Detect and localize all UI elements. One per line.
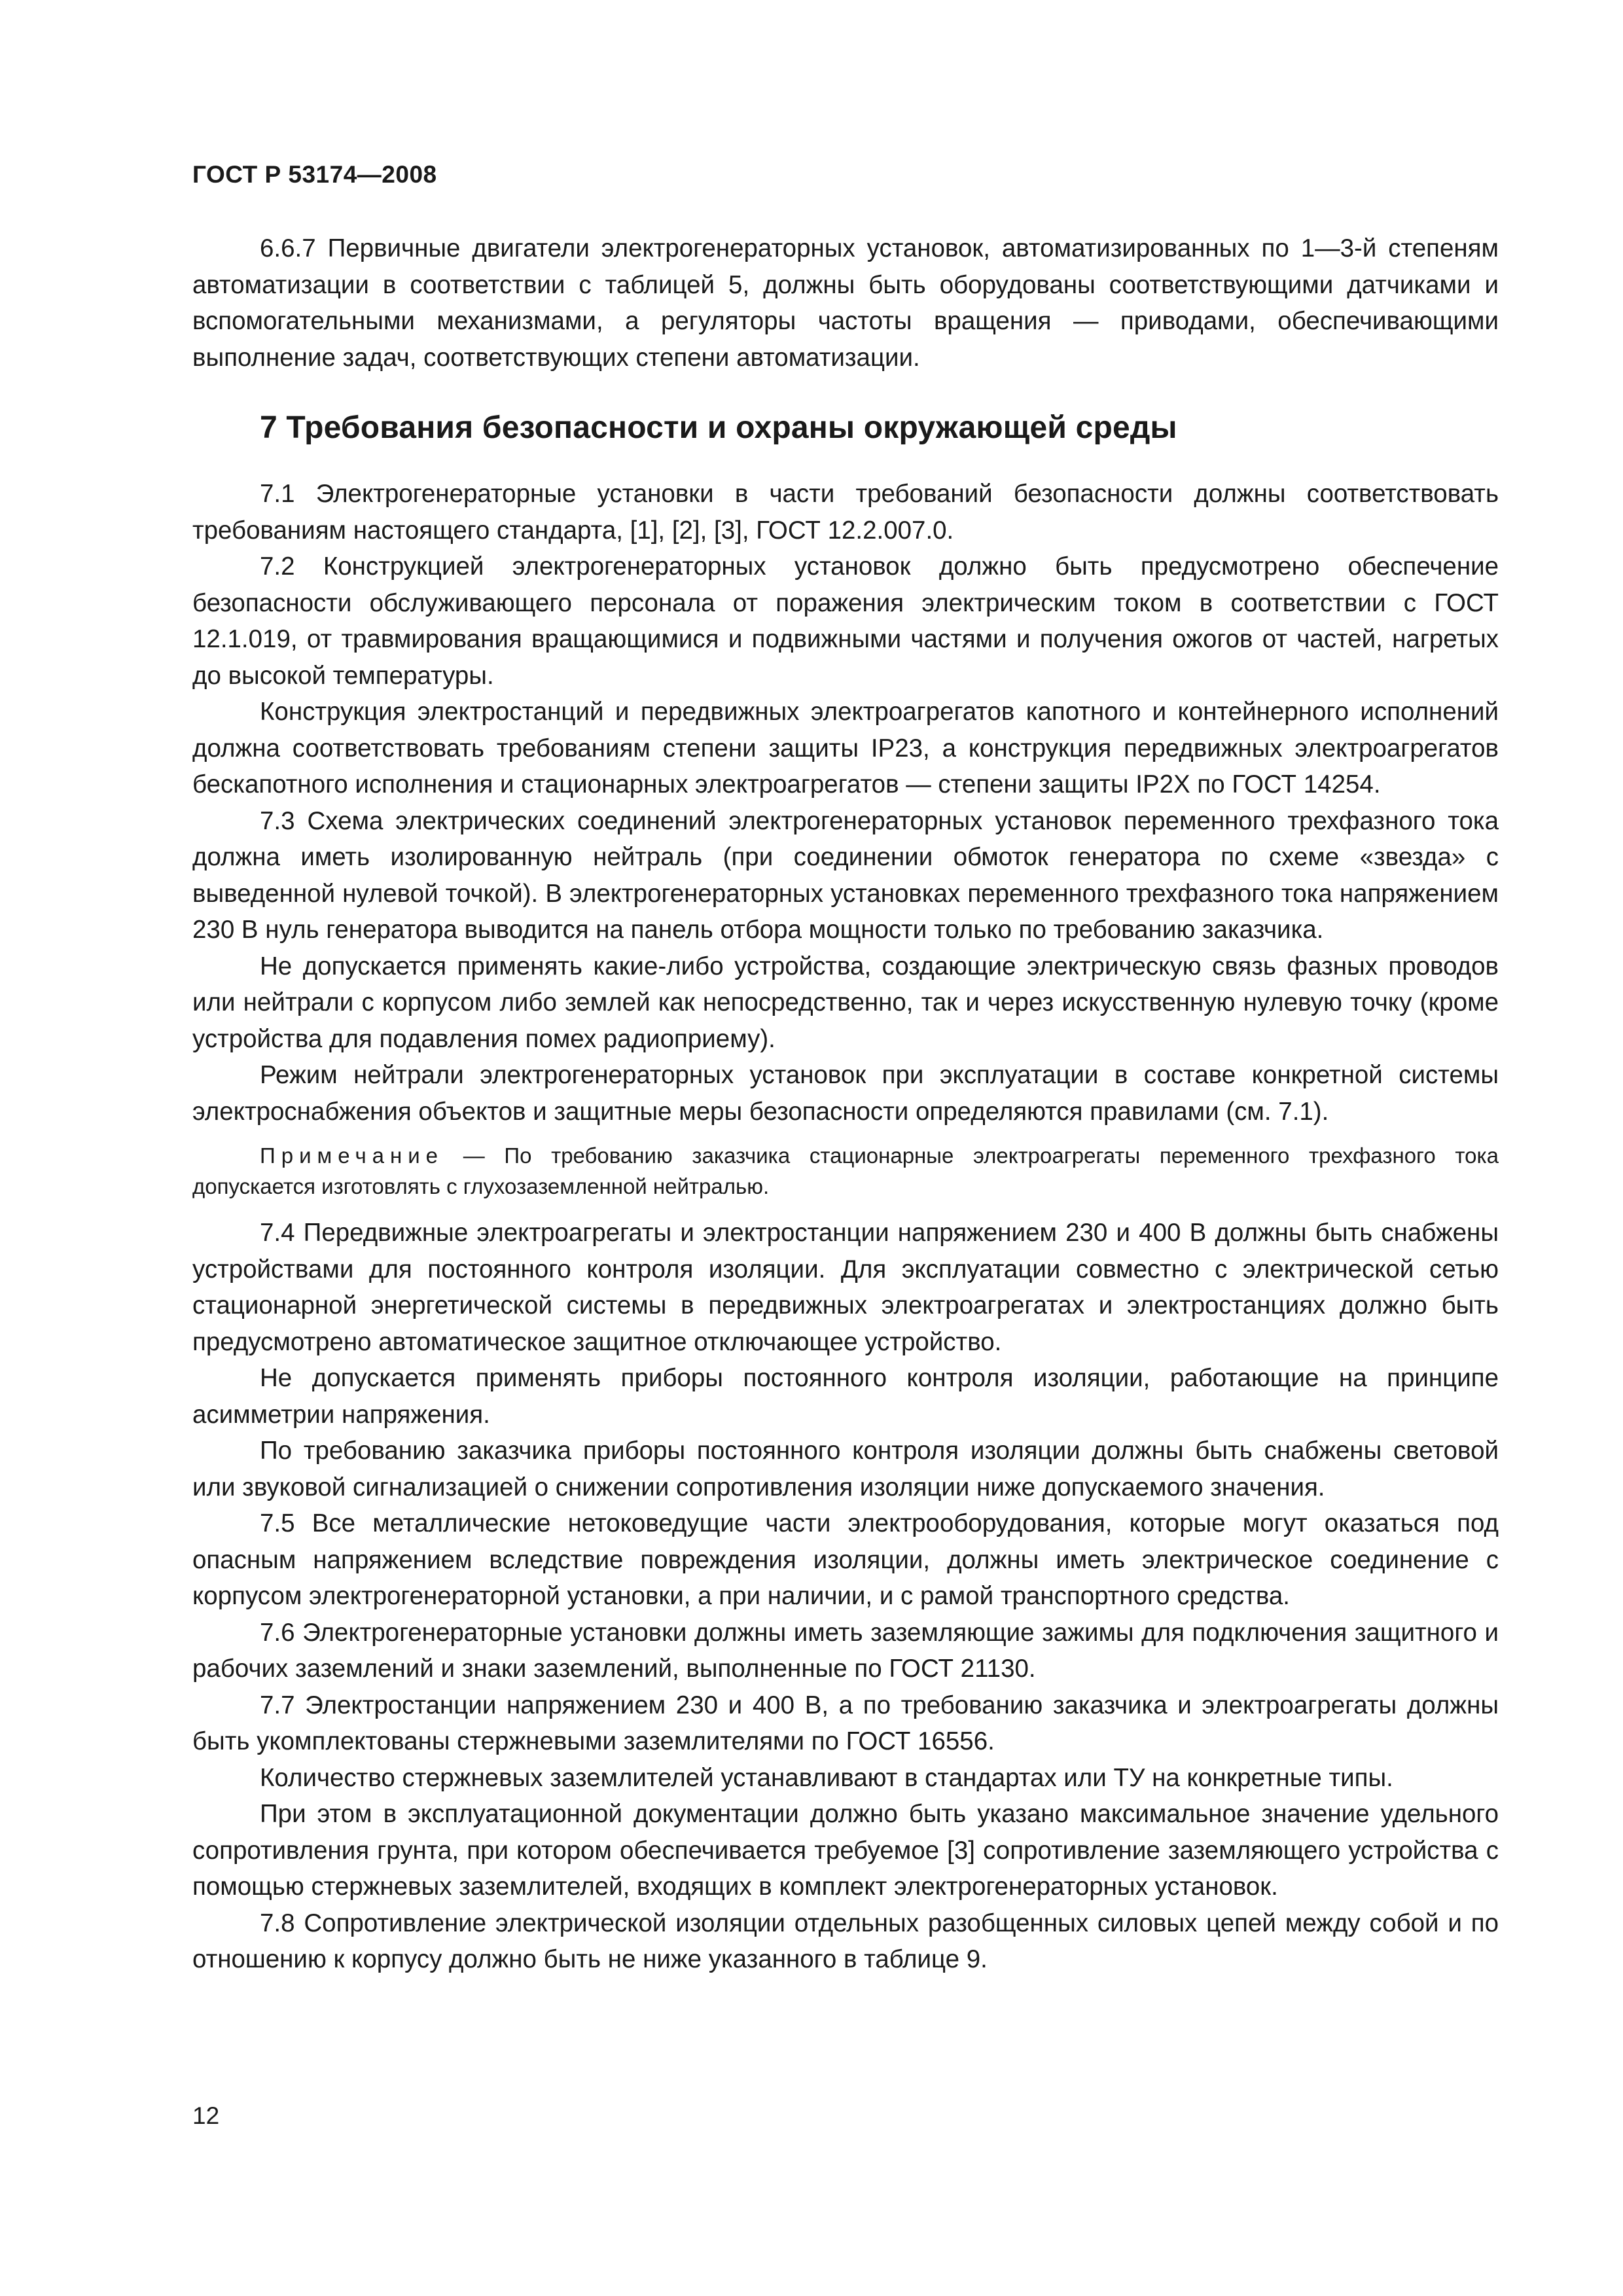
paragraph-7-4-asymmetry: Не допускается применять приборы постоянного контроля изоляции, работающие на принципе асимметрии напряжения. (192, 1364, 1499, 1429)
paragraph-7-7-documentation: При этом в эксплуатационной документации должно быть указано максимальное значение удельного сопротивления грунта, при котором обеспечивается требуемое [3] сопротивление заземляющего устройства с помощью стержневых заземлителей, входящих в комплект электрогенераторных установок. (192, 1800, 1499, 1901)
page-number: 12 (192, 2102, 220, 2129)
note-label: Примечание (260, 1143, 444, 1168)
paragraph-7-1: 7.1 Электрогенераторные установки в части требований безопасности должны соответствовать требованиям настоящего стандарта, [1], [2], [3], ГОСТ 12.2.007.0. (192, 480, 1499, 545)
section-title: 7 Требования безопасности и охраны окружающей среды (260, 410, 1177, 445)
paragraph-7-4-signaling: По требованию заказчика приборы постоянного контроля изоляции должны быть снабжены световой или звуковой сигнализацией о снижении сопротивления изоляции ниже допускаемого значения. (192, 1437, 1499, 1501)
paragraph-7-8: 7.8 Сопротивление электрической изоляции отдельных разобщенных силовых цепей между собой и по отношению к корпусу должно быть не ниже указанного в таблице 9. (192, 1909, 1499, 1973)
paragraph-7-7-count: Количество стержневых заземлителей устанавливают в стандартах или ТУ на конкретные типы. (260, 1763, 1393, 1792)
paragraph-7-2-design: Конструкция электростанций и передвижных электроагрегатов капотного и контейнерного исполнений должна соответствовать требованиям степени защиты IP23, а конструкция передвижных электроагрегатов бескапотного исполнения и стационарных электроагрегатов — степени защиты IP2X по ГОСТ 14254. (192, 698, 1499, 798)
document-body (192, 230, 1499, 1978)
note (192, 1140, 1499, 1202)
note-text: — По требованию заказчика стационарные электроагрегаты переменного трехфазного тока допускается изготовлять с глухозаземленной нейтралью. (192, 1143, 1499, 1198)
paragraph-7-2: 7.2 Конструкцией электрогенераторных установок должно быть предусмотрено обеспечение безопасности обслуживающего персонала от поражения электрическим током в соответствии с ГОСТ 12.1.019, от травмирования вращающимися и подвижными частями и получения ожогов от частей, нагретых до высокой температуры. (192, 552, 1499, 690)
paragraph-7-4: 7.4 Передвижные электроагрегаты и электростанции напряжением 230 и 400 В должны быть снабжены устройствами для постоянного контроля изоляции. Для эксплуатации совместно с электрической сетью стационарной энергетической системы в передвижных электроагрегатах и электростанциях должно быть предусмотрено автоматическое защитное отключающее устройство. (192, 1219, 1499, 1356)
document-header: ГОСТ Р 53174—2008 (192, 161, 437, 188)
paragraph-6-6-7: 6.6.7 Первичные двигатели электрогенераторных установок, автоматизированных по 1—3-й степеням автоматизации в соответствии с таблицей 5, должны быть оборудованы соответствующими датчиками и вспомогательными механизмами, а регуляторы частоты вращения — приводами, обеспечивающими выполнение задач, соответствующих степени автоматизации. (192, 234, 1499, 372)
paragraph-7-3-prohibition: Не допускается применять какие-либо устройства, создающие электрическую связь фазных проводов или нейтрали с корпусом либо землей как непосредственно, так и через искусственную нулевую точку (кроме устройства для подавления помех радиоприему). (192, 952, 1499, 1053)
paragraph-7-3-neutral-mode: Режим нейтрали электрогенераторных установок при эксплуатации в составе конкретной системы электроснабжения объектов и защитные меры безопасности определяются правилами (см. 7.1). (192, 1061, 1499, 1126)
paragraph-7-6: 7.6 Электрогенераторные установки должны иметь заземляющие зажимы для подключения защитного и рабочих заземлений и знаки заземлений, выполненные по ГОСТ 21130. (192, 1618, 1499, 1683)
paragraph-7-5: 7.5 Все металлические нетоковедущие части электрооборудования, которые могут оказаться под опасным напряжением вследствие повреждения изоляции, должны иметь электрическое соединение с корпусом электрогенераторной установки, а при наличии, и с рамой транспортного средства. (192, 1509, 1499, 1610)
paragraph-7-3: 7.3 Схема электрических соединений электрогенераторных установок переменного трехфазного тока должна иметь изолированную нейтраль (при соединении обмоток генератора по схеме «звезда» с выведенной нулевой точкой). В электрогенераторных установках переменного трехфазного тока напряжением 230 В нуль генератора выводится на панель отбора мощности только по требованию заказчика. (192, 806, 1499, 944)
paragraph-7-7: 7.7 Электростанции напряжением 230 и 400 В, а по требованию заказчика и электроагрегаты должны быть укомплектованы стержневыми заземлителями по ГОСТ 16556. (192, 1691, 1499, 1755)
